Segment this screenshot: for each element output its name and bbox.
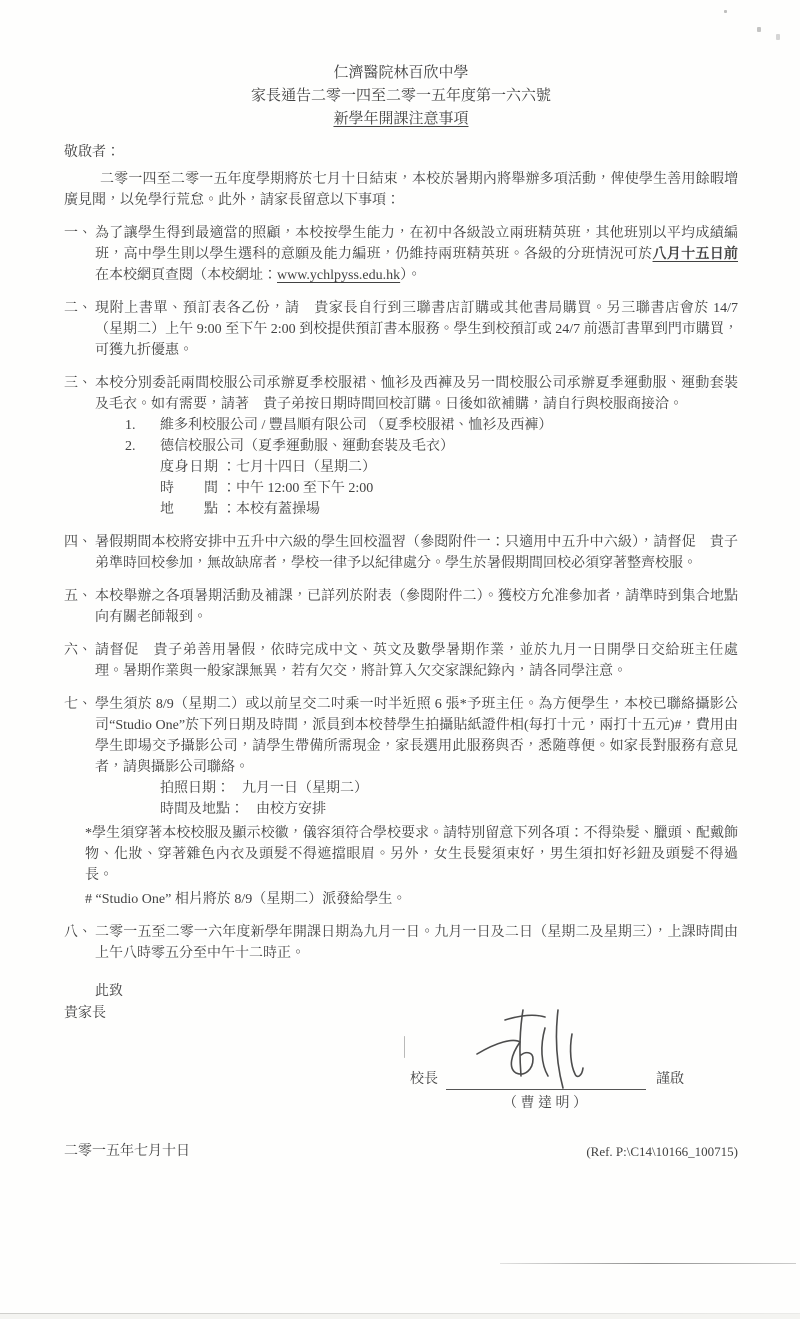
notice-number: 家長通告二零一四至二零一五年度第一六六號 bbox=[250, 88, 551, 104]
item-5-number: 五、 bbox=[64, 589, 92, 604]
notice-footer bbox=[64, 1141, 738, 1162]
item-8 bbox=[64, 922, 738, 964]
item-7-body bbox=[85, 694, 738, 910]
photo-date-row bbox=[160, 778, 738, 799]
photo-date-label: 拍照日期： bbox=[160, 781, 230, 796]
school-website-url: www.ychlpyss.edu.hk bbox=[277, 268, 401, 283]
item-1-deadline: 八月十五日前 bbox=[652, 247, 739, 262]
item-1-body bbox=[95, 223, 738, 286]
uniform-company-2 bbox=[125, 436, 738, 457]
closing-recipient: 貴家長 bbox=[64, 1006, 106, 1021]
fitting-time-value: ：中午 12:00 至下午 2:00 bbox=[222, 481, 374, 496]
salutation: 敬啟者： bbox=[64, 145, 120, 160]
closing-cizhi: 此致 bbox=[95, 984, 123, 999]
item-3-text: 本校分別委託兩間校服公司承辦夏季校服裙、恤衫及西褲及另一間校服公司承辦夏季運動服、運動套裝及毛衣。如有需要，請著 貴子弟按日期時間回校訂購。日後如欲補購，請自行與校服商接洽。 bbox=[95, 376, 738, 412]
notice-content bbox=[64, 62, 738, 1162]
item-6-text: 請督促 貴子弟善用暑假，依時完成中文、英文及數學暑期作業，並於九月一日開學日交給班主任處理。暑期作業與一般家課無異，若有欠交，將計算入欠交家課紀錄內，請各同學注意。 bbox=[95, 643, 738, 679]
item-4-text: 暑假期間本校將安排中五升中六級的學生回校溫習（參閱附件一：只適用中五升中六級），請督促 貴子弟準時回校參加，無故缺席者，學校一律予以紀律處分。學生於暑假期間回校必須穿著整齊校服。 bbox=[95, 535, 738, 571]
photo-location-label: 時間及地點： bbox=[160, 802, 244, 817]
issue-date: 二零一五年七月十日 bbox=[64, 1144, 190, 1159]
scan-artifact-band bbox=[0, 1314, 800, 1319]
uniform-company-2-text: 德信校服公司（夏季運動服、運動套裝及毛衣） bbox=[160, 439, 454, 454]
photo-location-row bbox=[160, 799, 738, 820]
item-7-text: 學生須於 8/9（星期二）或以前呈交二吋乘一吋半近照 6 張*予班主任。為方便學生，本校已聯絡攝影公司“Studio One”於下列日期及時間，派員到本校替學生拍攝貼紙證件相(每打十元，兩打十五元)#，費用由學生即場交予攝影公司，請學生帶備所需現金，家長選用此服務與否，悉隨尊便。如家長對服務有意見者，請與攝影公司聯絡。 bbox=[95, 697, 738, 775]
item-3-number: 三、 bbox=[64, 376, 92, 391]
fitting-time-row bbox=[160, 478, 738, 499]
item-5-text: 本校舉辦之各項暑期活動及補課，已詳列於附表（參閱附件二）。獲校方允准參加者，請準時到集合地點向有關老師報到。 bbox=[95, 589, 738, 625]
photo-date-value: 九月一日（星期二） bbox=[242, 781, 368, 796]
item-1-text-c: ）。 bbox=[400, 268, 422, 283]
item-1 bbox=[64, 223, 738, 286]
principal-label: 校長 bbox=[410, 1072, 438, 1087]
signature-row bbox=[410, 1066, 738, 1090]
uniform-company-1-text: 維多利校服公司 / 豐昌順有限公司 （夏季校服裙、恤衫及西褲） bbox=[160, 418, 553, 433]
uniform-company-1-number: 1. bbox=[125, 418, 136, 433]
fitting-date-value: ：七月十四日（星期二） bbox=[222, 460, 376, 475]
fitting-venue-value: ：本校有蓋操場 bbox=[222, 502, 320, 517]
item-1-text-a: 為了讓學生得到最適當的照顧，本校按學生能力，在初中各級設立兩班精英班，其他班別以平均成績編班，高中學生則以學生選科的意願及能力編班，仍維持兩班精英班。各級的分班情況可於 bbox=[95, 226, 738, 262]
notice-title: 新學年開課注意事項 bbox=[333, 111, 469, 127]
item-4-number: 四、 bbox=[64, 535, 92, 550]
intro-paragraph: 二零一四至二零一五年度學期將於七月十日結束，本校於暑期內將舉辦多項活動，俾使學生善用餘暇增廣見聞，以免學行荒怠。此外，請家長留意以下事項： bbox=[64, 172, 738, 208]
item-2 bbox=[64, 298, 738, 361]
scan-speck bbox=[724, 10, 727, 13]
item-1-text-b: 在本校網頁查閱（本校網址： bbox=[95, 268, 277, 283]
photo-location-value: 由校方安排 bbox=[256, 802, 326, 817]
uniform-company-1 bbox=[125, 415, 738, 436]
scan-artifact-line bbox=[500, 1263, 796, 1264]
fitting-time-label: 時間 bbox=[160, 481, 218, 496]
item-4 bbox=[64, 532, 738, 574]
scan-speck bbox=[404, 1036, 405, 1058]
item-7 bbox=[64, 694, 738, 910]
respect-label: 謹啟 bbox=[656, 1072, 684, 1087]
item-1-number: 一、 bbox=[64, 226, 92, 241]
item-3-body bbox=[95, 373, 738, 520]
item-8-number: 八、 bbox=[64, 925, 92, 940]
fitting-venue-row bbox=[160, 499, 738, 520]
school-name: 仁濟醫院林百欣中學 bbox=[333, 65, 469, 81]
fitting-venue-label: 地點 bbox=[160, 502, 218, 517]
item-6 bbox=[64, 640, 738, 682]
item-2-number: 二、 bbox=[64, 301, 92, 316]
item-5 bbox=[64, 586, 738, 628]
asterisk-note: *學生須穿著本校校服及顯示校徽，儀容須符合學校要求。請特別留意下列各項：不得染髮、臘頭、配戴飾物、化妝、穿著雜色內衣及頭髮不得遮擋眼眉。另外，女生長髮須束好，男生須扣好衫鈕及頭髮不得過長。 bbox=[85, 826, 738, 883]
hash-note: # “Studio One” 相片將於 8/9（星期二）派發給學生。 bbox=[85, 892, 407, 907]
fitting-date-label: 度身日期 bbox=[160, 460, 218, 475]
signature-line bbox=[446, 1067, 646, 1090]
scan-speck bbox=[776, 34, 780, 40]
reference-number: (Ref. P:\C14\10166_100715) bbox=[586, 1144, 738, 1159]
item-8-text: 二零一五至二零一六年度新學年開課日期為九月一日。九月一日及二日（星期二及星期三），上課時間由上午八時零五分至中午十二時正。 bbox=[95, 925, 738, 961]
principal-signature bbox=[461, 1006, 631, 1101]
notice-header bbox=[64, 62, 738, 131]
item-3 bbox=[64, 373, 738, 520]
item-6-number: 六、 bbox=[64, 643, 92, 658]
principal-name: （ 曹 達 明 ） bbox=[503, 1096, 587, 1111]
scan-speck bbox=[757, 27, 761, 32]
item-2-text: 現附上書單、預訂表各乙份，請 貴家長自行到三聯書店訂購或其他書局購買。另三聯書店會於 14/7（星期二）上午 9:00 至下午 2:00 到校提供預訂書本服務。學生到校預訂或 24/7 前憑訂書單到門市購買，可獲九折優惠。 bbox=[95, 301, 738, 358]
fitting-date-row bbox=[160, 457, 738, 478]
item-7-number: 七、 bbox=[64, 697, 92, 712]
uniform-company-2-number: 2. bbox=[125, 439, 136, 454]
